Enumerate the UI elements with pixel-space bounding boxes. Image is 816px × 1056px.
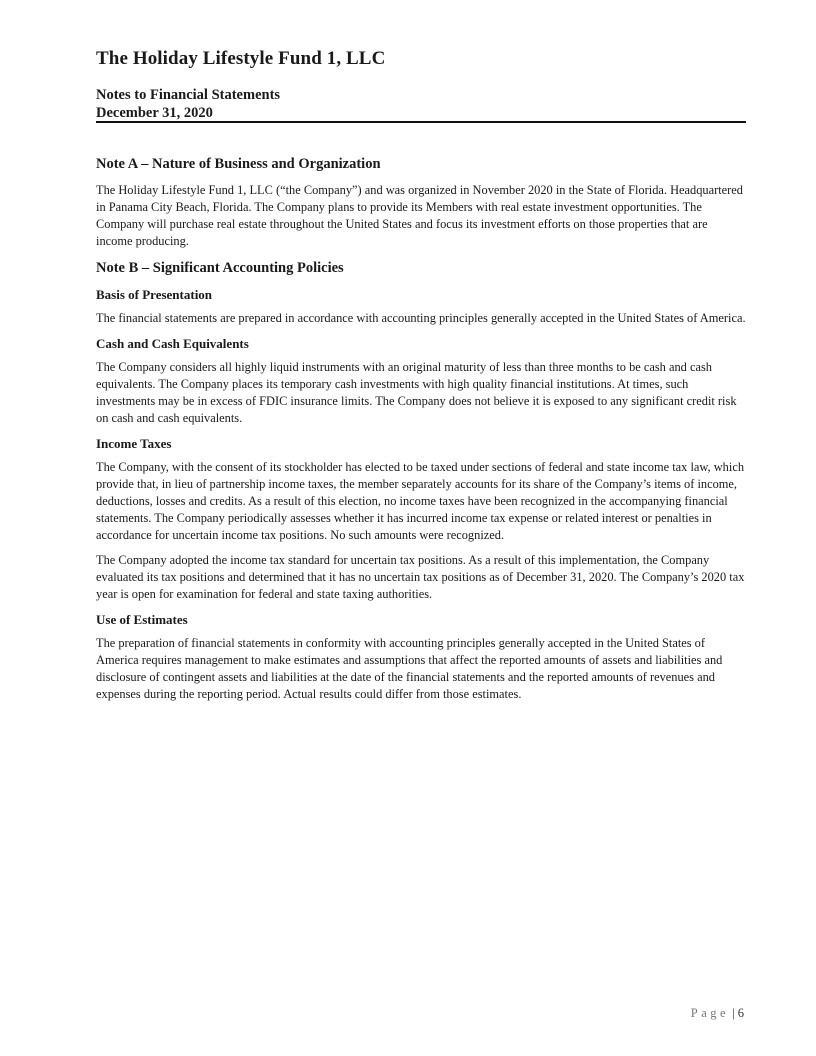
company-title: The Holiday Lifestyle Fund 1, LLC bbox=[96, 48, 386, 69]
estimates-heading: Use of Estimates bbox=[96, 612, 188, 627]
note-a-section bbox=[96, 154, 746, 250]
income-taxes-paragraph-2: The Company adopted the income tax standard for uncertain tax positions. As a result of this implementation, the Company evaluated its tax positions and determined that it has no uncertain tax positions as of December 31, 2020. The Company’s 2020 tax year is open for examination for federal and state taxing authorities. bbox=[96, 553, 745, 601]
document-subtitle bbox=[96, 86, 280, 122]
page-separator: | bbox=[732, 1006, 735, 1020]
statement-date: December 31, 2020 bbox=[96, 105, 213, 121]
header-divider bbox=[96, 121, 746, 123]
income-taxes-heading: Income Taxes bbox=[96, 436, 172, 451]
basis-heading: Basis of Presentation bbox=[96, 287, 213, 302]
page-footer bbox=[691, 1006, 744, 1021]
page-label: Page bbox=[690, 1006, 730, 1020]
note-b-heading: Note B – Significant Accounting Policies bbox=[96, 260, 344, 276]
cash-paragraph: The Company considers all highly liquid instruments with an original maturity of less than three months to be cash and cash equivalents. The Company places its temporary cash investments with high quality financial institutions. At times, such investments may be in excess of FDIC insurance limits. The Company does not believe it is exposed to any significant credit risk on cash and cash equivalents. bbox=[96, 360, 737, 425]
cash-heading: Cash and Cash Equivalents bbox=[96, 336, 249, 351]
note-b-section bbox=[96, 258, 746, 703]
note-a-paragraph: The Holiday Lifestyle Fund 1, LLC (“the Company”) and was organized in November 2020 in the State of Florida. Headquartered in Panama City Beach, Florida. The Company plans to provide its Members with real estate investment opportunities. The Company will purchase real estate throughout the United States and focus its investment efforts on those properties that are income producing. bbox=[96, 183, 744, 248]
income-taxes-paragraph-1: The Company, with the consent of its stockholder has elected to be taxed under sections of federal and state income tax law, which provide that, in lieu of partnership income taxes, the member separately accounts for its share of the Company’s items of income, deductions, losses and credits. As a result of this election, no income taxes have been recognized in the accompanying financial statements. The Company periodically assesses whether it has incurred income tax expense or related interest or penalties in accordance for uncertain income tax positions. No such amounts were recognized. bbox=[96, 460, 745, 542]
basis-paragraph: The financial statements are prepared in accordance with accounting principles generally accepted in the United States of America. bbox=[96, 311, 746, 325]
estimates-paragraph: The preparation of financial statements in conformity with accounting principles generally accepted in the United States of America requires management to make estimates and assumptions that affect the reported amounts of assets and liabilities and disclosure of contingent assets and liabilities at the date of the financial statements and the reported amounts of revenues and expenses during the reporting period. Actual results could differ from those estimates. bbox=[96, 636, 723, 701]
note-a-heading: Note A – Nature of Business and Organization bbox=[96, 156, 381, 172]
doc-title: Notes to Financial Statements bbox=[96, 87, 281, 103]
notes-body bbox=[96, 154, 746, 711]
page-number: 6 bbox=[737, 1006, 744, 1020]
